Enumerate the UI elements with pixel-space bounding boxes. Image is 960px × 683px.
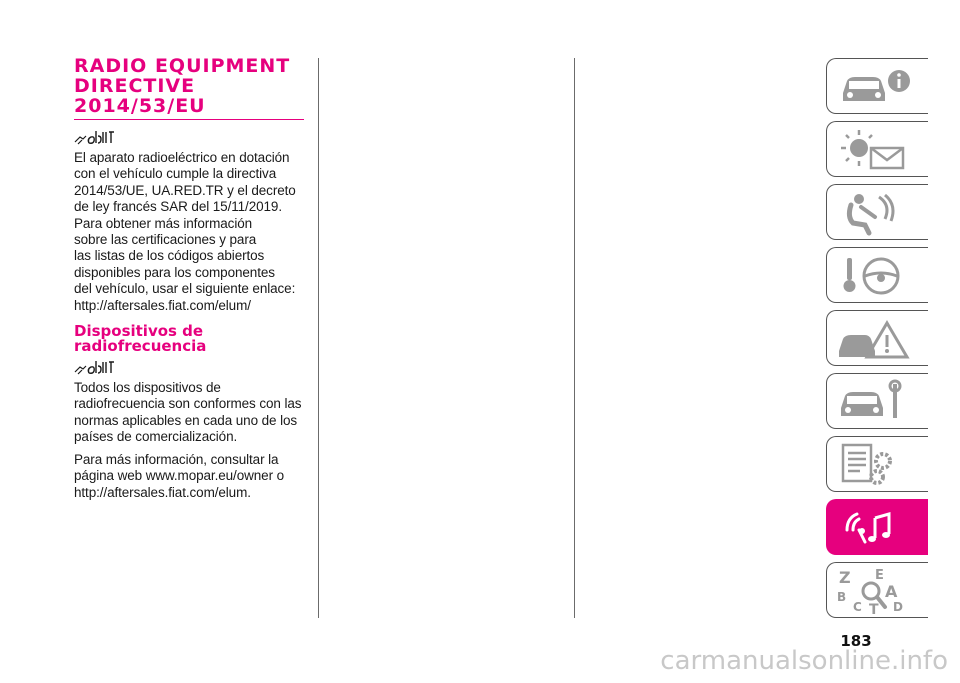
elum-link[interactable]: http://aftersales.fiat.com/elum/ [74, 297, 251, 313]
elum-link[interactable]: http://aftersales.fiat.com/elum. [74, 484, 251, 500]
tab-starting-driving[interactable] [826, 247, 928, 303]
text-column [74, 56, 310, 507]
specs-gears-icon [835, 441, 915, 489]
radiofrequency-paragraph [74, 380, 310, 446]
text-line: Para más información, consultar la [74, 451, 279, 467]
text-line: normas aplicables en cada uno de los [74, 412, 298, 428]
title-line: Dispositivos de [74, 322, 204, 341]
text-line: Todos los dispositivos de [74, 380, 221, 396]
radio-directive-paragraph [74, 150, 310, 314]
index-letter: D [893, 600, 903, 614]
title-line: 2014/53/EU [74, 95, 206, 117]
title-line: DIRECTIVE [74, 75, 196, 97]
hand-pointer-icon [74, 128, 118, 148]
warning-lights-icon [835, 126, 915, 174]
text-line: disponibles para los componentes [74, 264, 275, 280]
tab-warning-lights[interactable] [826, 121, 928, 177]
text-line: sobre las certificaciones y para [74, 232, 257, 248]
compliance-glyph [74, 358, 310, 378]
title-line: radiofrecuencia [74, 337, 207, 356]
more-info-paragraph [74, 452, 310, 501]
tab-safety[interactable] [826, 184, 928, 240]
tab-index[interactable] [826, 562, 928, 618]
text-line: del vehículo, usar el siguiente enlace: [74, 281, 296, 297]
text-line: con el vehículo cumple la directiva [74, 166, 277, 182]
text-line: 2014/53/UE, UA.RED.TR y el decreto [74, 182, 296, 198]
text-line: Para obtener más información [74, 215, 253, 231]
tab-multimedia[interactable] [826, 499, 928, 555]
section-title-radiofrequency [74, 324, 310, 354]
text-line: de ley francés SAR del 15/11/2019. [74, 199, 282, 215]
mopar-link[interactable]: página web www.mopar.eu/owner o [74, 468, 285, 484]
text-line: las listas de los códigos abiertos [74, 248, 265, 264]
index-letters-icon [835, 567, 915, 615]
key-steering-wheel-icon [835, 252, 915, 300]
compliance-glyph [74, 128, 310, 148]
text-line: países de comercialización. [74, 429, 238, 445]
car-maintenance-icon [835, 378, 915, 426]
watermark: carmanualsonline.info [660, 646, 948, 676]
car-info-icon [835, 63, 915, 111]
index-letter: Z [839, 568, 851, 587]
tab-technical-data[interactable] [826, 436, 928, 492]
index-letter: B [837, 590, 847, 604]
multimedia-icon [835, 504, 915, 552]
tab-vehicle-info[interactable] [826, 58, 928, 114]
hand-pointer-icon [74, 358, 118, 378]
title-line: RADIO EQUIPMENT [74, 55, 291, 77]
text-line: El aparato radioeléctrico en dotación [74, 150, 290, 165]
page-number: 183 [840, 632, 872, 650]
column-divider [318, 58, 319, 618]
title-underline [74, 119, 304, 120]
index-letter: C [853, 600, 862, 614]
seat-airbag-icon [835, 189, 915, 237]
column-divider [574, 58, 575, 618]
text-line: radiofrecuencia son conformes con las [74, 396, 302, 412]
index-letter: A [885, 582, 898, 601]
section-title-radio-equipment [74, 56, 310, 116]
tab-emergency[interactable] [826, 310, 928, 366]
index-letter: T [869, 602, 879, 615]
tab-maintenance[interactable] [826, 373, 928, 429]
emergency-triangle-icon [835, 315, 915, 363]
index-letter: E [875, 568, 884, 583]
